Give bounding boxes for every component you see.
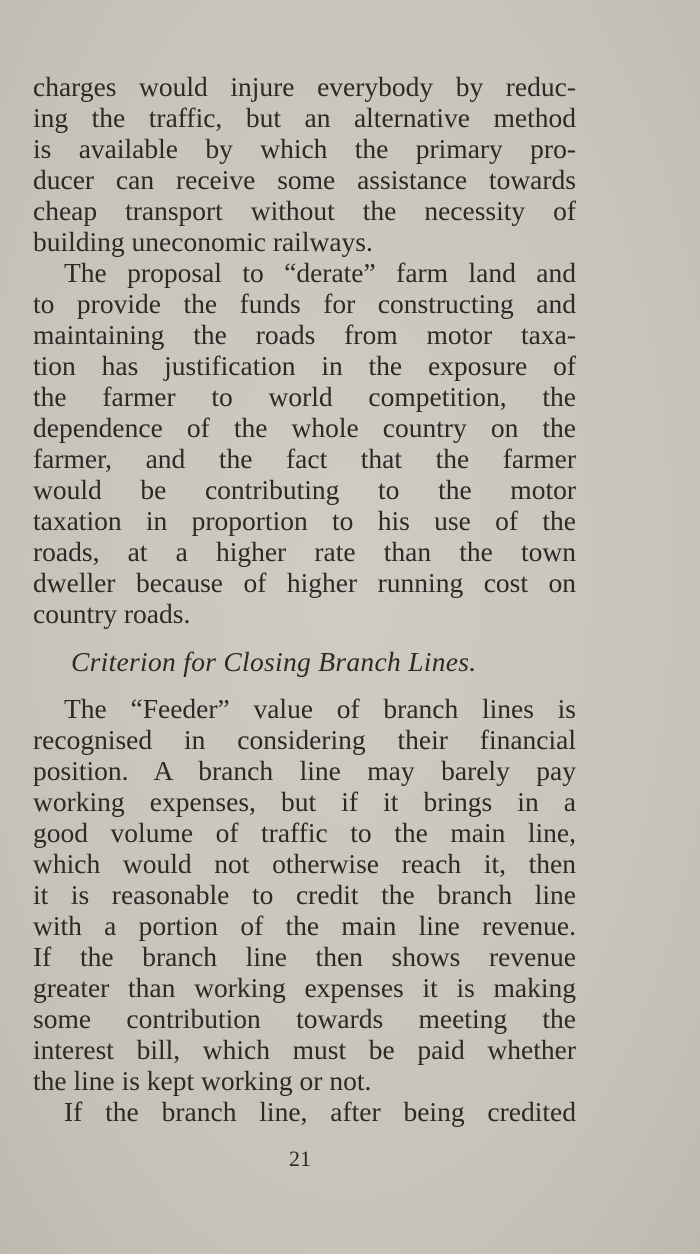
paragraph-line: ducer can receive some assistance towards: [33, 164, 576, 195]
paragraph-line: is available by which the primary pro-: [33, 133, 576, 164]
paragraph-line: which would not otherwise reach it, then: [33, 848, 576, 879]
paragraph-line: country roads.: [33, 598, 191, 629]
paragraph-line: building uneconomic railways.: [33, 226, 373, 257]
paragraph-line: to provide the funds for constructing and: [33, 288, 576, 319]
paragraph-line: maintaining the roads from motor taxa-: [33, 319, 576, 350]
paragraph-line: dependence of the whole country on the: [33, 412, 576, 443]
paragraph-line: would be contributing to the motor: [33, 474, 576, 505]
paragraph-line: If the branch line, after being credited: [64, 1096, 576, 1127]
paragraph-line: good volume of traffic to the main line,: [33, 817, 576, 848]
paragraph-line: cheap transport without the necessity of: [33, 195, 576, 226]
paragraph-line: recognised in considering their financial: [33, 724, 576, 755]
paragraph-line: tion has justification in the exposure of: [33, 350, 576, 381]
page-number: 21: [289, 1146, 311, 1171]
body-text: [33, 71, 576, 1127]
paragraph-line: charges would injure everybody by reduc-: [33, 71, 576, 102]
paragraph-line: interest bill, which must be paid whether: [33, 1034, 576, 1065]
paragraph-line: taxation in proportion to his use of the: [33, 505, 576, 536]
section-heading: Criterion for Closing Branch Lines.: [71, 646, 477, 677]
paragraph-line: dweller because of higher running cost on: [33, 567, 576, 598]
paragraph-line: ing the traffic, but an alternative method: [33, 102, 576, 133]
paragraph-line: the farmer to world competition, the: [33, 381, 576, 412]
paragraph-line: some contribution towards meeting the: [33, 1003, 576, 1034]
paragraph-line: greater than working expenses it is making: [33, 972, 576, 1003]
paragraph-line: If the branch line then shows revenue: [33, 941, 576, 972]
paragraph-line: working expenses, but if it brings in a: [33, 786, 576, 817]
paragraph-line: The “Feeder” value of branch lines is: [64, 693, 576, 724]
paragraph-line: farmer, and the fact that the farmer: [33, 443, 576, 474]
paragraph-line: position. A branch line may barely pay: [33, 755, 576, 786]
paragraph-line: it is reasonable to credit the branch line: [33, 879, 576, 910]
paragraph-line: The proposal to “derate” farm land and: [64, 257, 576, 288]
paragraph-line: roads, at a higher rate than the town: [33, 536, 576, 567]
paragraph-line: with a portion of the main line revenue.: [33, 910, 576, 941]
paragraph-line: the line is kept working or not.: [33, 1065, 372, 1096]
